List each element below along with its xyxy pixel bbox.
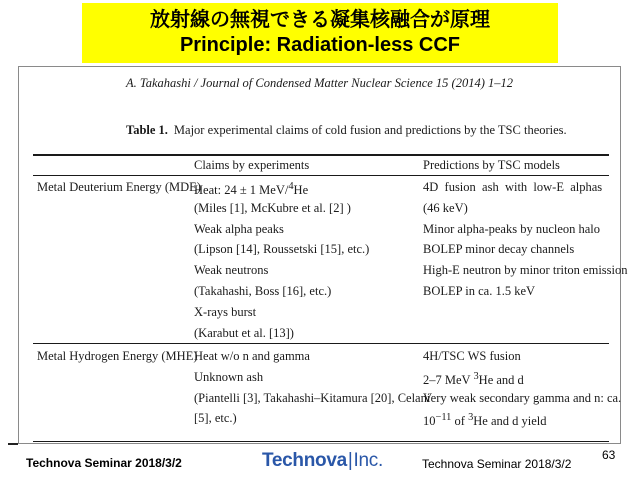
- claim-line: Heat: 24 ± 1 MeV/$^4$He: [194, 181, 309, 198]
- logo-inc: Inc.: [353, 450, 383, 471]
- claim-line: (Miles [1], McKubre et al. [2] ): [194, 200, 351, 215]
- logo-wordmark: Technova: [262, 450, 347, 471]
- claim-line: (Takahashi, Boss [16], etc.): [194, 283, 332, 298]
- slide-title-english: Principle: Radiation-less CCF: [179, 34, 461, 56]
- slide-title-japanese: 放射線の無視できる凝集核融合が原理: [150, 7, 490, 31]
- table-header-predictions: Predictions by TSC models: [423, 158, 560, 172]
- paper-excerpt: [18, 66, 628, 444]
- claim-line: Unknown ash: [194, 369, 264, 384]
- table-row-mde-predictions: [423, 177, 628, 302]
- prediction-line: 4D fusion ash with low-E alphas: [423, 180, 603, 194]
- claim-line: [5], etc.): [194, 411, 237, 426]
- claim-line: (Karabut et al. [13]): [194, 325, 294, 340]
- footer-seminar-right: Technova Seminar 2018/3/2: [422, 457, 572, 471]
- table-bottom-rule: [33, 441, 609, 442]
- claim-line: (Piantelli [3], Takahashi–Kitamura [20], Celani: [194, 390, 431, 405]
- claim-line: Weak neutrons: [194, 263, 269, 278]
- table-row-mhe-predictions: [423, 346, 621, 429]
- table-row-mhe-category: Metal Hydrogen Energy (MHE): [37, 349, 198, 363]
- logo-separator: |: [347, 450, 353, 471]
- footer-seminar-left: Technova Seminar 2018/3/2: [26, 456, 182, 470]
- page-number: 63: [602, 448, 616, 462]
- prediction-line: Minor alpha-peaks by nucleon halo: [423, 221, 601, 236]
- claim-line: X-rays burst: [194, 304, 257, 319]
- table-row-mde-category: Metal Deuterium Energy (MDE): [37, 180, 201, 194]
- journal-header: A. Takahashi / Journal of Condensed Matter Nuclear Science 15 (2014) 1–12: [126, 76, 513, 90]
- prediction-line: $10^{-11}$ of $^3$He and d yield: [423, 412, 547, 429]
- prediction-line: High-E neutron by minor triton emission: [423, 263, 628, 278]
- prediction-line: Very weak secondary gamma and n: ca.: [423, 390, 622, 405]
- slide-title-box: [82, 3, 558, 63]
- table-caption: [126, 123, 567, 138]
- table-header-rule: [33, 175, 609, 176]
- prediction-line: BOLEP in ca. 1.5 keV: [423, 283, 536, 298]
- table-section-rule: [33, 343, 609, 344]
- claim-line: Heat w/o n and gamma: [194, 349, 310, 363]
- table-row-mhe-claims: [194, 346, 430, 429]
- table-header-claims: Claims by experiments: [194, 158, 310, 172]
- prediction-line: 2–7 MeV $^3$He and d: [423, 370, 524, 387]
- technova-logo: [262, 450, 383, 472]
- slide-divider: [8, 443, 18, 445]
- table-caption-text: Major experimental claims of cold fusion and predictions by the TSC theories.: [173, 123, 567, 137]
- claim-line: Weak alpha peaks: [194, 221, 284, 236]
- prediction-line: (46 keV): [423, 200, 468, 215]
- table-caption-label: Table 1.: [126, 123, 168, 137]
- table-row-mde-claims: [194, 177, 369, 343]
- prediction-line: 4H/TSC WS fusion: [423, 349, 521, 363]
- claim-line: (Lipson [14], Roussetski [15], etc.): [194, 242, 370, 257]
- prediction-line: BOLEP minor decay channels: [423, 242, 575, 257]
